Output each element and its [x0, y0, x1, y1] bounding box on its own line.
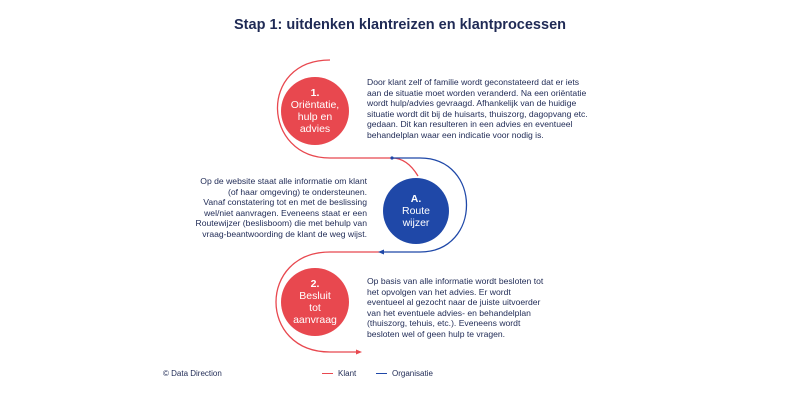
start-dot — [390, 156, 393, 159]
copyright: © Data Direction — [163, 369, 222, 378]
step-a-label-line: wijzer — [402, 217, 430, 229]
legend-klant — [322, 369, 356, 378]
legend-klant-label: Klant — [338, 369, 357, 378]
step-2-label-line: tot — [309, 302, 321, 314]
step-1-number: 1. — [310, 87, 320, 99]
step-2-label-line: Besluit — [299, 290, 331, 302]
arrow-to-step2 — [378, 250, 384, 255]
step-2-description: Op basis van alle informatie wordt besloten tot het opvolgen van het advies. Er wordt eventueel al gezocht naar de juiste uitvoerder van het eventuele advies- en behandelplan (thuiszorg, tehuis, etc.). Eveneens wordt besloten wel of geen hulp te vragen. — [367, 276, 544, 339]
end-arrow — [356, 350, 362, 355]
step-1-label-line: Oriëntatie, — [290, 99, 340, 111]
legend-organisatie-label: Organisatie — [392, 369, 433, 378]
legend-klant-swatch — [322, 373, 333, 375]
step-1-description: Door klant zelf of familie wordt geconstateerd dat er iets aan de situatie moet worden veranderd. Na een oriëntatie wordt hulp/advies gevraagd. Afhankelijk van de huidige situatie wordt dit bij de huisarts, thuiszorg, dagopvang etc. gedaan. Dit kan resulteren in een advies en eventueel behandelplan waar een indicatie voor nodig is. — [367, 77, 588, 140]
step-a-label-line: Route — [401, 205, 431, 217]
step-a-description: Op de website staat alle informatie om klant (of haar omgeving) te ondersteunen. Vanaf constatering tot en met de beslissing wel/niet aanvragen. Eveneens staat er een Routewijzer (beslisboom) die met behulp van vraag-beantwoording de klant de weg wijst. — [195, 176, 367, 239]
step-2-number: 2. — [310, 278, 320, 290]
step-a-circle — [383, 178, 449, 244]
legend-organisatie — [376, 369, 433, 378]
step-1-label-line: advies — [299, 123, 331, 135]
step-1-label-line: hulp en — [297, 111, 333, 123]
step-2-circle — [281, 268, 349, 336]
step-2-label-line: aanvraag — [293, 314, 337, 326]
step-a-number: A. — [410, 193, 422, 205]
step-1-circle — [281, 77, 349, 145]
diagram-title: Stap 1: uitdenken klantreizen en klantprocessen — [234, 17, 566, 33]
legend-organisatie-swatch — [376, 373, 387, 375]
